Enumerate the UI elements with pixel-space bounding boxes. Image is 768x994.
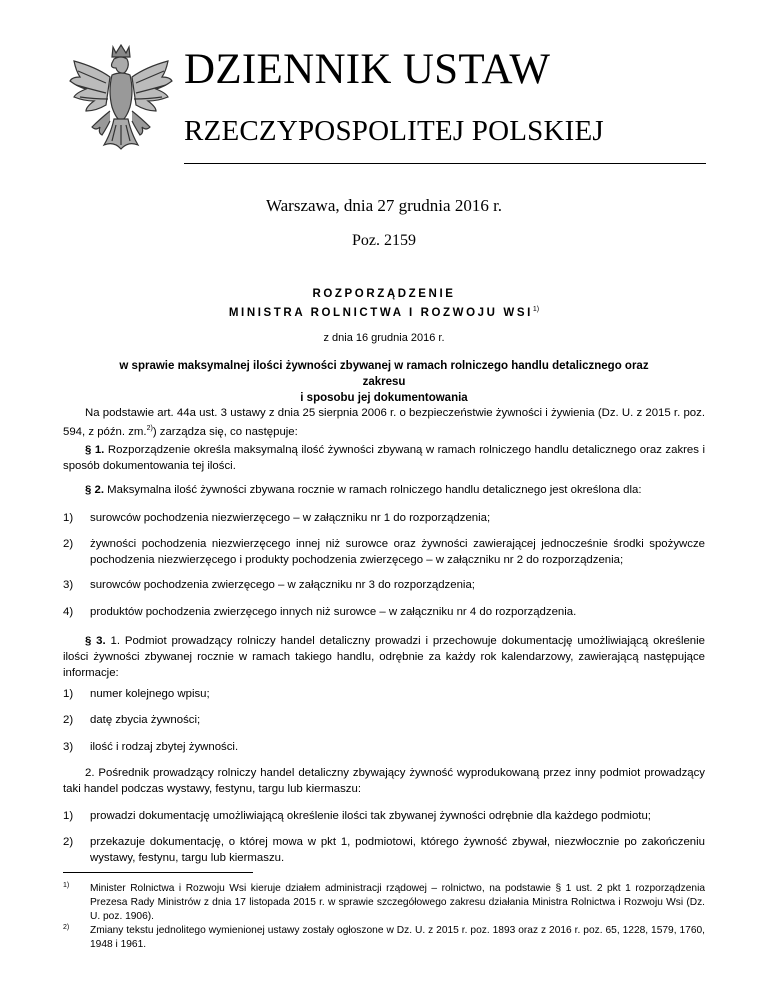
- masthead: [184, 44, 706, 149]
- footnote-ref-1[interactable]: 1): [532, 306, 540, 313]
- preamble: Na podstawie art. 44a ust. 3 ustawy z dnia 25 sierpnia 2006 r. o bezpieczeństwie żywności i żywienia (Dz. U. z 2015 r. poz. 594, z późn. zm.$^{2)}$) zarządza się, co następuje:: [63, 407, 705, 438]
- paragraph-3-section-2: 2. Pośrednik prowadzący rolniczy handel detaliczny zbywający żywność wyprodukowaną przez inny podmiot prowadzący taki handel podczas wystawy, festynu, targu lub kiermaszu:: [63, 767, 705, 795]
- publication-dateline: Warszawa, dnia 27 grudnia 2016 r.: [265, 196, 503, 215]
- masthead-divider: [184, 163, 706, 164]
- paragraph-1: § 1. Rozporządzenie określa maksymalną ilość żywności zbywaną w ramach rolniczego handlu detalicznego oraz zakres i sposób dokumentowania tej ilości.: [63, 444, 706, 472]
- act-issuer: MINISTRA ROLNICTWA I ROZWOJU WSI$^{1)}$: [228, 306, 540, 319]
- document-page: DZIENNIK USTAW RZECZYPOSPOLITEJ POLSKIEJ Warszawa, dnia 27 grudnia 2016 r. Poz. 2159 ROZPORZĄDZENIE MINISTRA ROLNICTWA I ROZWOJU WSI$^{1)}$ z dnia 16 grudnia 2016 r. w sprawie maksymalnej ilości żywności zbywanej w ramach rolniczego handlu detalicznego oraz zakresu i sposobu jej dokumentowania Na podstawie art. 44a ust. 3 ustawy z dnia 25 sierpnia 2006 r. o bezpieczeństwie żywności i żywienia (Dz. U. z 2015 r. poz. 594, z późn. zm.$^{2)}$) zarządza się, co następuje: § 1. Rozporządzenie określa maksymalną ilość żywności zbywaną w ramach rolniczego handlu detalicznego oraz zakres i sposób dokumentowania tej ilości. § 2. Maksymalna ilość żywności zbywana rocznie w ramach rolniczego handlu detalicznego jest określona dla: 1) surowców pochodzenia niezwierzęcego – w załączniku nr 1 do rozporządzenia; 2) żywności pochodzenia niezwierzęcego innej niż surowce oraz żywności zawierającej jednocześnie środki spożywcze pochodzenia niezwierzęcego i produkty pochodzenia zwierzęcego – w załączniku nr 2 do rozporządzenia; 3) surowców pochodzenia zwierzęcego – w załączniku nr 3 do rozporządzenia; 4) produktów pochodzenia zwierzęcego innych niż surowce – w załączniku nr 4 do rozporządzenia. § 3. 1. Podmiot prowadzący rolniczy handel detaliczny prowadzi i przechowuje dokumentację umożliwiającą określenie ilości żywności zbywanej rocznie w ramach takiego handlu, odrębnie za każdy rok kalendarzowy, zawierającą następujące informacje: 1) numer kolejnego wpisu; 2) datę zbycia żywności; 3) ilość i rodzaj zbytej żywności. 2. Pośrednik prowadzący rolniczy handel detaliczny zbywający żywność wyprodukowaną przez inny podmiot prowadzący taki handel podczas wystawy, festynu, targu lub kiermaszu: 1) prowadzi dokumentację umożliwiającą określenie ilości tak zbywanej żywności odrębnie dla każdego podmiotu; 2) przekazuje dokumentację, o której mowa w pkt 1, podmiotowi, którego żywność zbywał, niezwłocznie po zakończeniu wystawy, festynu, targu lub kiermaszu. 1) Minister Rolnictwa i Rozwoju Wsi kieruje działem administracji rządowej – rolnictwo, na podstawie § 1 ust. 2 pkt 1 rozporządzenia Prezesa Rady Ministrów z dnia 17 listopada 2015 r. w sprawie szczegółowego zakresu działania Ministra Rolnictwa i Rozwoju Wsi (Dz. U. poz. 1906). 2) Zmiany tekstu jednolitego wymienionej ustawy zostały ogłoszone w Dz. U. z 2015 r. poz. 1893 oraz z 2016 r. poz. 65, 1228, 1579, 1760, 1948 i 1961.: [0, 0, 768, 994]
- polish-eagle-emblem-icon: [66, 41, 176, 159]
- journal-subtitle: RZECZYPOSPOLITEJ POLSKIEJ: [184, 115, 604, 147]
- paragraph-3-section-1: § 3. 1. Podmiot prowadzący rolniczy handel detaliczny prowadzi i przechowuje dokumentację umożliwiającą określenie ilości żywności zbywanej rocznie w ramach takiego handlu, odrębnie za każdy rok kalendarzowy, zawierającą następujące informacje:: [63, 635, 706, 679]
- footnote-divider: [63, 872, 253, 873]
- act-subject: w sprawie maksymalnej ilości żywności zbywanej w ramach rolniczego handlu detalicznego oraz zakresu i sposobu jej dokumentowania: [119, 360, 649, 404]
- act-date: z dnia 16 grudnia 2016 r.: [323, 332, 445, 344]
- journal-title: DZIENNIK USTAW: [184, 46, 551, 93]
- act-type: ROZPORZĄDZENIE: [312, 288, 456, 300]
- paragraph-2-intro: § 2. Maksymalna ilość żywności zbywana rocznie w ramach rolniczego handlu detalicznego jest określona dla:: [85, 484, 642, 496]
- position-number: Poz. 2159: [352, 232, 416, 249]
- footnote-ref-2[interactable]: 2): [146, 425, 153, 432]
